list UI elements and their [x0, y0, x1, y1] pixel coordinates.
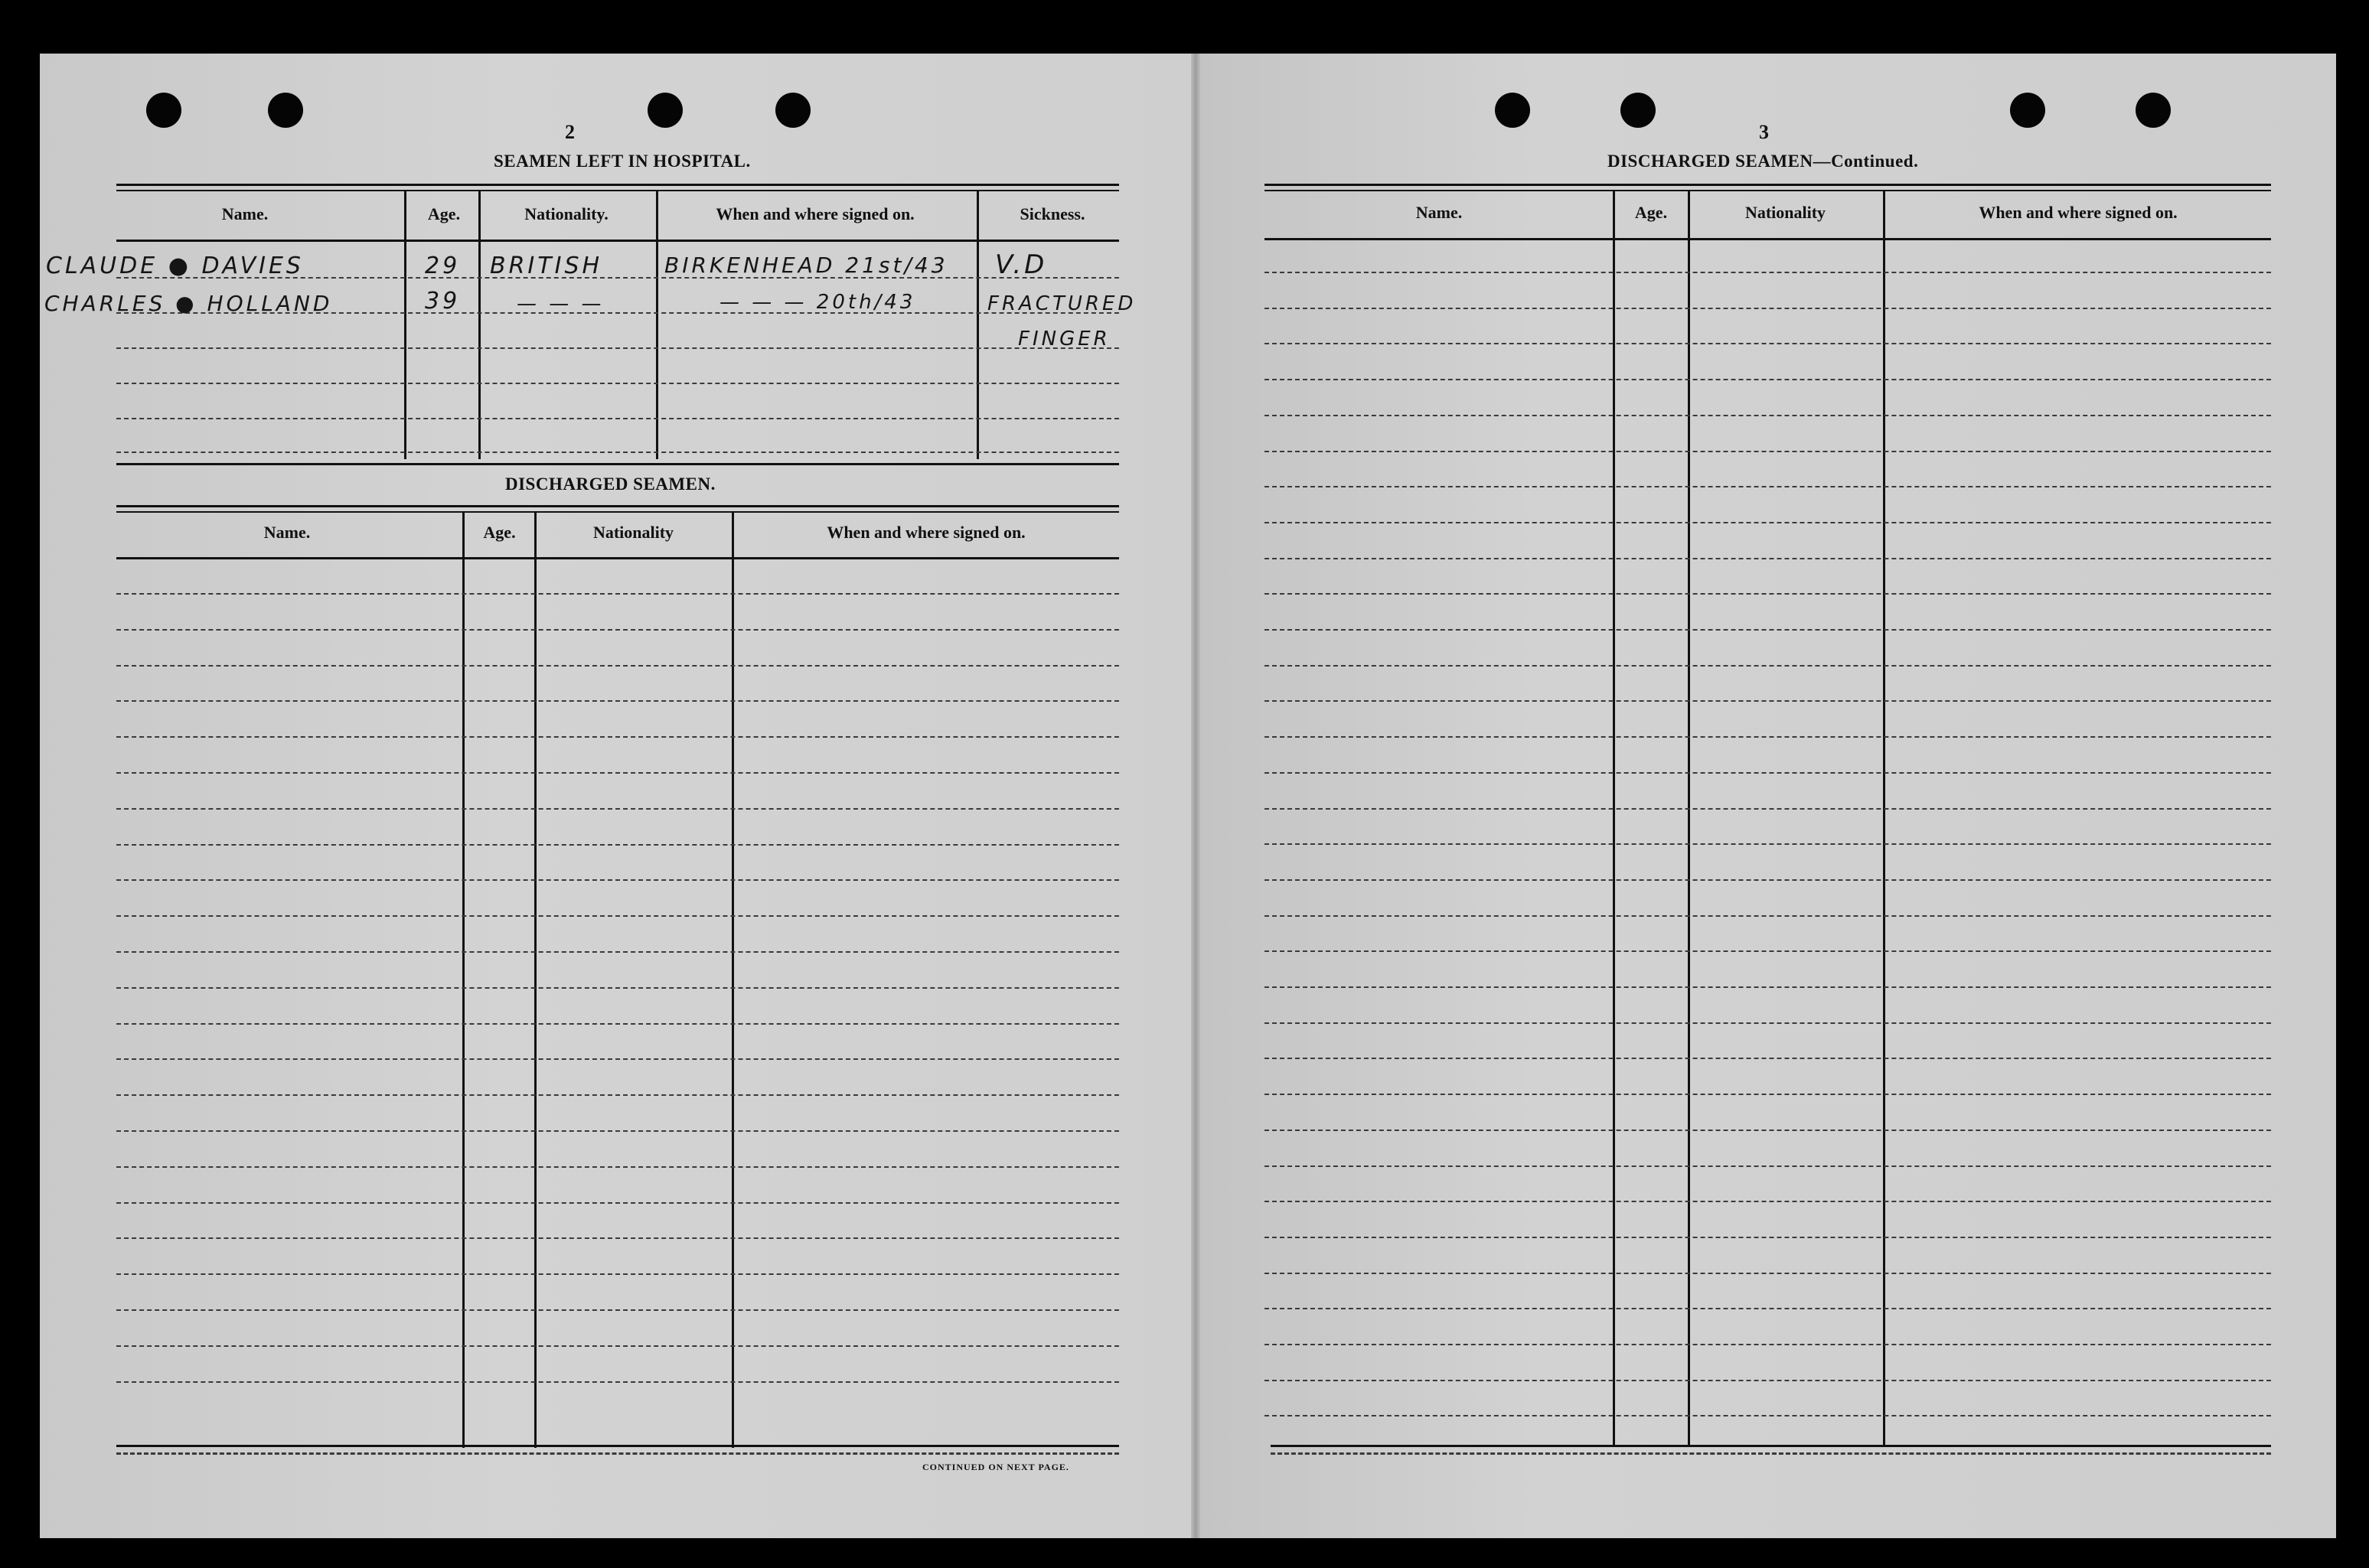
punch-hole [268, 93, 303, 128]
ruling-line [1264, 808, 2271, 810]
ruling-line [1264, 1380, 2271, 1381]
ruling-line [116, 629, 1119, 631]
column-header-name: Name. [1415, 203, 1463, 222]
column-header-age: Age. [427, 204, 461, 223]
punch-hole [2010, 93, 2045, 128]
column-header-signed-on: When and where signed on. [716, 204, 915, 223]
ruling-line [1264, 593, 2271, 595]
ruling-line [1264, 522, 2271, 523]
ruling-line [116, 1166, 1119, 1168]
page-gutter [1191, 54, 1200, 1538]
column-header-signed-on: When and where signed on. [827, 523, 1026, 542]
entry-nationality: BRITISH [490, 253, 603, 279]
ruling-line [116, 1381, 1119, 1383]
ruling-line [1264, 379, 2271, 380]
ruling-line [1264, 272, 2271, 273]
ruling-line [1264, 1273, 2271, 1274]
header-bottom-rule [1264, 238, 2271, 240]
column-header-nationality: Nationality [592, 523, 674, 542]
entry-sickness-continued: FINGER [1018, 328, 1111, 350]
ruling-line [1264, 1201, 2271, 1202]
entry-nationality: — — — [517, 292, 605, 315]
ruling-line [1264, 1344, 2271, 1345]
ruling-line [116, 1237, 1119, 1239]
table-bottom-rule [116, 1445, 1119, 1447]
entry-signed-on: BIRKENHEAD 21st/43 [664, 253, 948, 278]
page-number: 3 [1759, 121, 1769, 143]
section-top-rule [116, 463, 1119, 465]
column-header-signed-on: When and where signed on. [1979, 203, 2178, 222]
ruling-line [1264, 451, 2271, 452]
ruling-line [116, 1273, 1119, 1275]
ruling-line [1264, 986, 2271, 988]
entry-signed-on: — — — 20th/43 [720, 291, 916, 314]
entry-age: 29 [425, 253, 461, 279]
punch-hole [2136, 93, 2171, 128]
ruling-line [1264, 772, 2271, 774]
column-header-name: Name. [221, 204, 269, 223]
punch-hole [775, 93, 811, 128]
table-bottom-rule [116, 1452, 1119, 1455]
column-divider [732, 513, 734, 1448]
ruling-line [1264, 950, 2271, 952]
ruling-line [116, 1202, 1119, 1204]
ruling-line [1264, 558, 2271, 559]
ruling-line [1264, 843, 2271, 845]
section-title-hospital: SEAMEN LEFT IN HOSPITAL. [494, 152, 751, 171]
ruling-line [1264, 1058, 2271, 1059]
header-bottom-rule [116, 240, 1119, 242]
punch-hole [1495, 93, 1530, 128]
column-header-sickness: Sickness. [1020, 204, 1085, 223]
punch-hole [1620, 93, 1656, 128]
column-header-nationality: Nationality [1744, 203, 1826, 222]
column-divider [534, 513, 537, 1448]
page-number: 2 [565, 121, 575, 143]
ruling-line [1264, 1308, 2271, 1309]
table-top-rule [116, 190, 1119, 191]
ruling-line [116, 383, 1119, 384]
ruling-line [116, 844, 1119, 846]
column-header-age: Age. [1634, 203, 1668, 222]
ruling-line [1264, 665, 2271, 667]
table-bottom-rule [1271, 1452, 2271, 1455]
ruling-line [116, 772, 1119, 774]
punch-hole [648, 93, 683, 128]
ruling-line [1264, 915, 2271, 917]
column-header-nationality: Nationality. [524, 204, 609, 223]
ruling-line [116, 951, 1119, 953]
ruling-line [116, 879, 1119, 881]
ruling-line [116, 1094, 1119, 1096]
ruling-line [1264, 736, 2271, 738]
entry-sickness: FRACTURED [987, 292, 1137, 315]
right-page [1196, 54, 2336, 1538]
ruling-line [1264, 1237, 2271, 1238]
ruling-line [1264, 700, 2271, 702]
ruling-line [1264, 1130, 2271, 1131]
section-title-discharged-continued: DISCHARGED SEAMEN—Continued. [1607, 152, 1919, 171]
ruling-line [116, 987, 1119, 989]
ruling-line [1264, 1022, 2271, 1024]
table-top-rule [1264, 190, 2271, 191]
table-top-rule [1264, 184, 2271, 186]
column-header-name: Name. [263, 523, 311, 542]
continued-note: CONTINUED ON NEXT PAGE. [922, 1462, 1069, 1472]
ruling-line [116, 915, 1119, 917]
ruling-line [116, 1345, 1119, 1347]
ruling-line [116, 736, 1119, 738]
ruling-line [1264, 308, 2271, 309]
ruling-line [116, 451, 1119, 453]
entry-sickness: V.D [995, 249, 1048, 280]
ruling-line [116, 1058, 1119, 1060]
ruling-line [116, 1309, 1119, 1311]
column-header-age: Age. [483, 523, 516, 542]
column-divider [462, 513, 465, 1448]
ruling-line [1264, 486, 2271, 487]
punch-hole [146, 93, 181, 128]
ruling-line [1264, 1165, 2271, 1167]
ruling-line [1264, 879, 2271, 881]
ruling-line [116, 347, 1119, 349]
ruling-line [116, 1023, 1119, 1025]
table-bottom-rule [1271, 1445, 2271, 1447]
ruling-line [1264, 629, 2271, 631]
ruling-line [1264, 415, 2271, 416]
ruling-line [116, 665, 1119, 667]
header-bottom-rule [116, 557, 1119, 559]
ruling-line [1264, 1094, 2271, 1095]
table-top-rule [116, 511, 1119, 513]
ruling-line [116, 1130, 1119, 1132]
table-top-rule [116, 184, 1119, 186]
ruling-line [116, 593, 1119, 595]
ruling-line [116, 700, 1119, 702]
entry-name: CLAUDE ● DAVIES [46, 253, 304, 279]
entry-name: CHARLES ● HOLLAND [44, 291, 333, 316]
ruling-line [1264, 343, 2271, 344]
ruling-line [116, 418, 1119, 419]
section-title-discharged: DISCHARGED SEAMEN. [505, 474, 716, 494]
ruling-line [1264, 1415, 2271, 1416]
table-top-rule [116, 505, 1119, 507]
entry-age: 39 [425, 288, 461, 315]
ruling-line [116, 808, 1119, 810]
